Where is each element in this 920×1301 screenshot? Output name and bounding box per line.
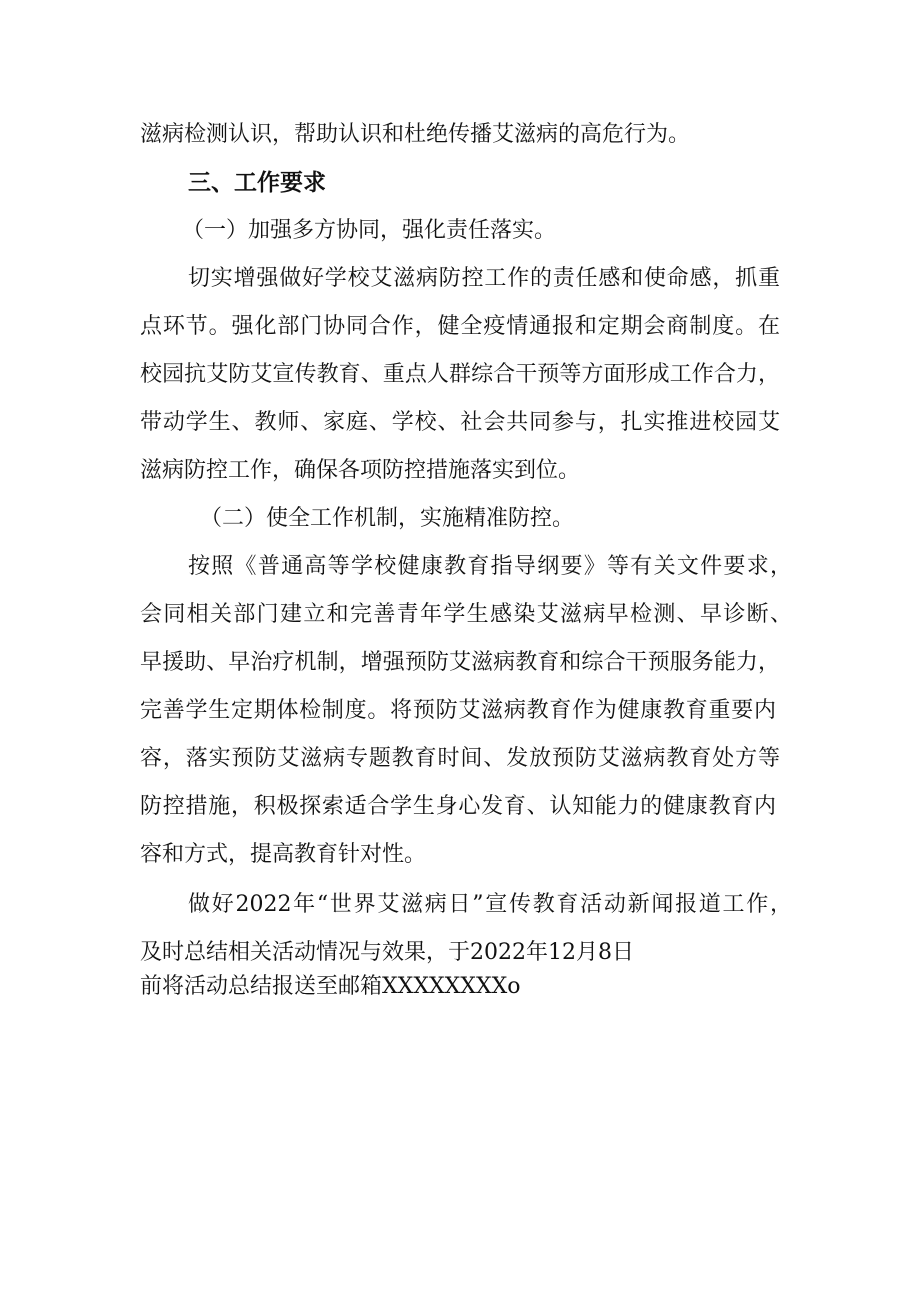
paragraph-line: 校园抗艾防艾宣传教育、重点人群综合干预等方面形成工作合力， xyxy=(140,362,780,387)
paragraph-line: 做好2022年“世界艾滋病日”宣传教育活动新闻报道工作， xyxy=(188,892,792,917)
paragraph-line: 早援助、早治疗机制，增强预防艾滋病教育和综合干预服务能力， xyxy=(140,650,780,675)
paragraph-line: 滋病检测认识，帮助认识和杜绝传播艾滋病的高危行为。 xyxy=(140,122,691,147)
paragraph-line: 完善学生定期体检制度。将预防艾滋病教育作为健康教育重要内 xyxy=(140,698,776,723)
paragraph-line: 切实增强做好学校艾滋病防控工作的责任感和使命感，抓重 xyxy=(188,266,780,291)
subsection-heading: （一）加强多方协同，强化责任落实。 xyxy=(182,218,557,243)
subsection-heading: （二）使全工作机制，实施精准防控。 xyxy=(200,506,575,531)
paragraph-line: 会同相关部门建立和完善青年学生感染艾滋病早检测、早诊断、 xyxy=(140,602,792,627)
paragraph-line: 滋病防控工作，确保各项防控措施落实到位。 xyxy=(140,458,581,483)
section-heading: 三、工作要求 xyxy=(188,170,326,196)
paragraph-line: 及时总结相关活动情况与效果，于2022年12月8日 xyxy=(140,940,634,965)
paragraph-line: 按照《普通高等学校健康教育指导纲要》等有关文件要求， xyxy=(188,554,792,579)
paragraph-line: 点环节。强化部门协同合作，健全疫情通报和定期会商制度。在 xyxy=(140,314,780,339)
paragraph-line: 防控措施，积极探索适合学生身心发育、认知能力的健康教育内 xyxy=(140,794,776,819)
paragraph-line: 前将活动总结报送至邮箱XXXXXXXXo xyxy=(140,974,521,999)
paragraph-line: 容，落实预防艾滋病专题教育时间、发放预防艾滋病教育处方等 xyxy=(140,746,780,771)
paragraph-line: 容和方式，提高教育针对性。 xyxy=(140,842,427,867)
paragraph-line: 带动学生、教师、家庭、学校、社会共同参与，扎实推进校园艾 xyxy=(140,410,780,435)
